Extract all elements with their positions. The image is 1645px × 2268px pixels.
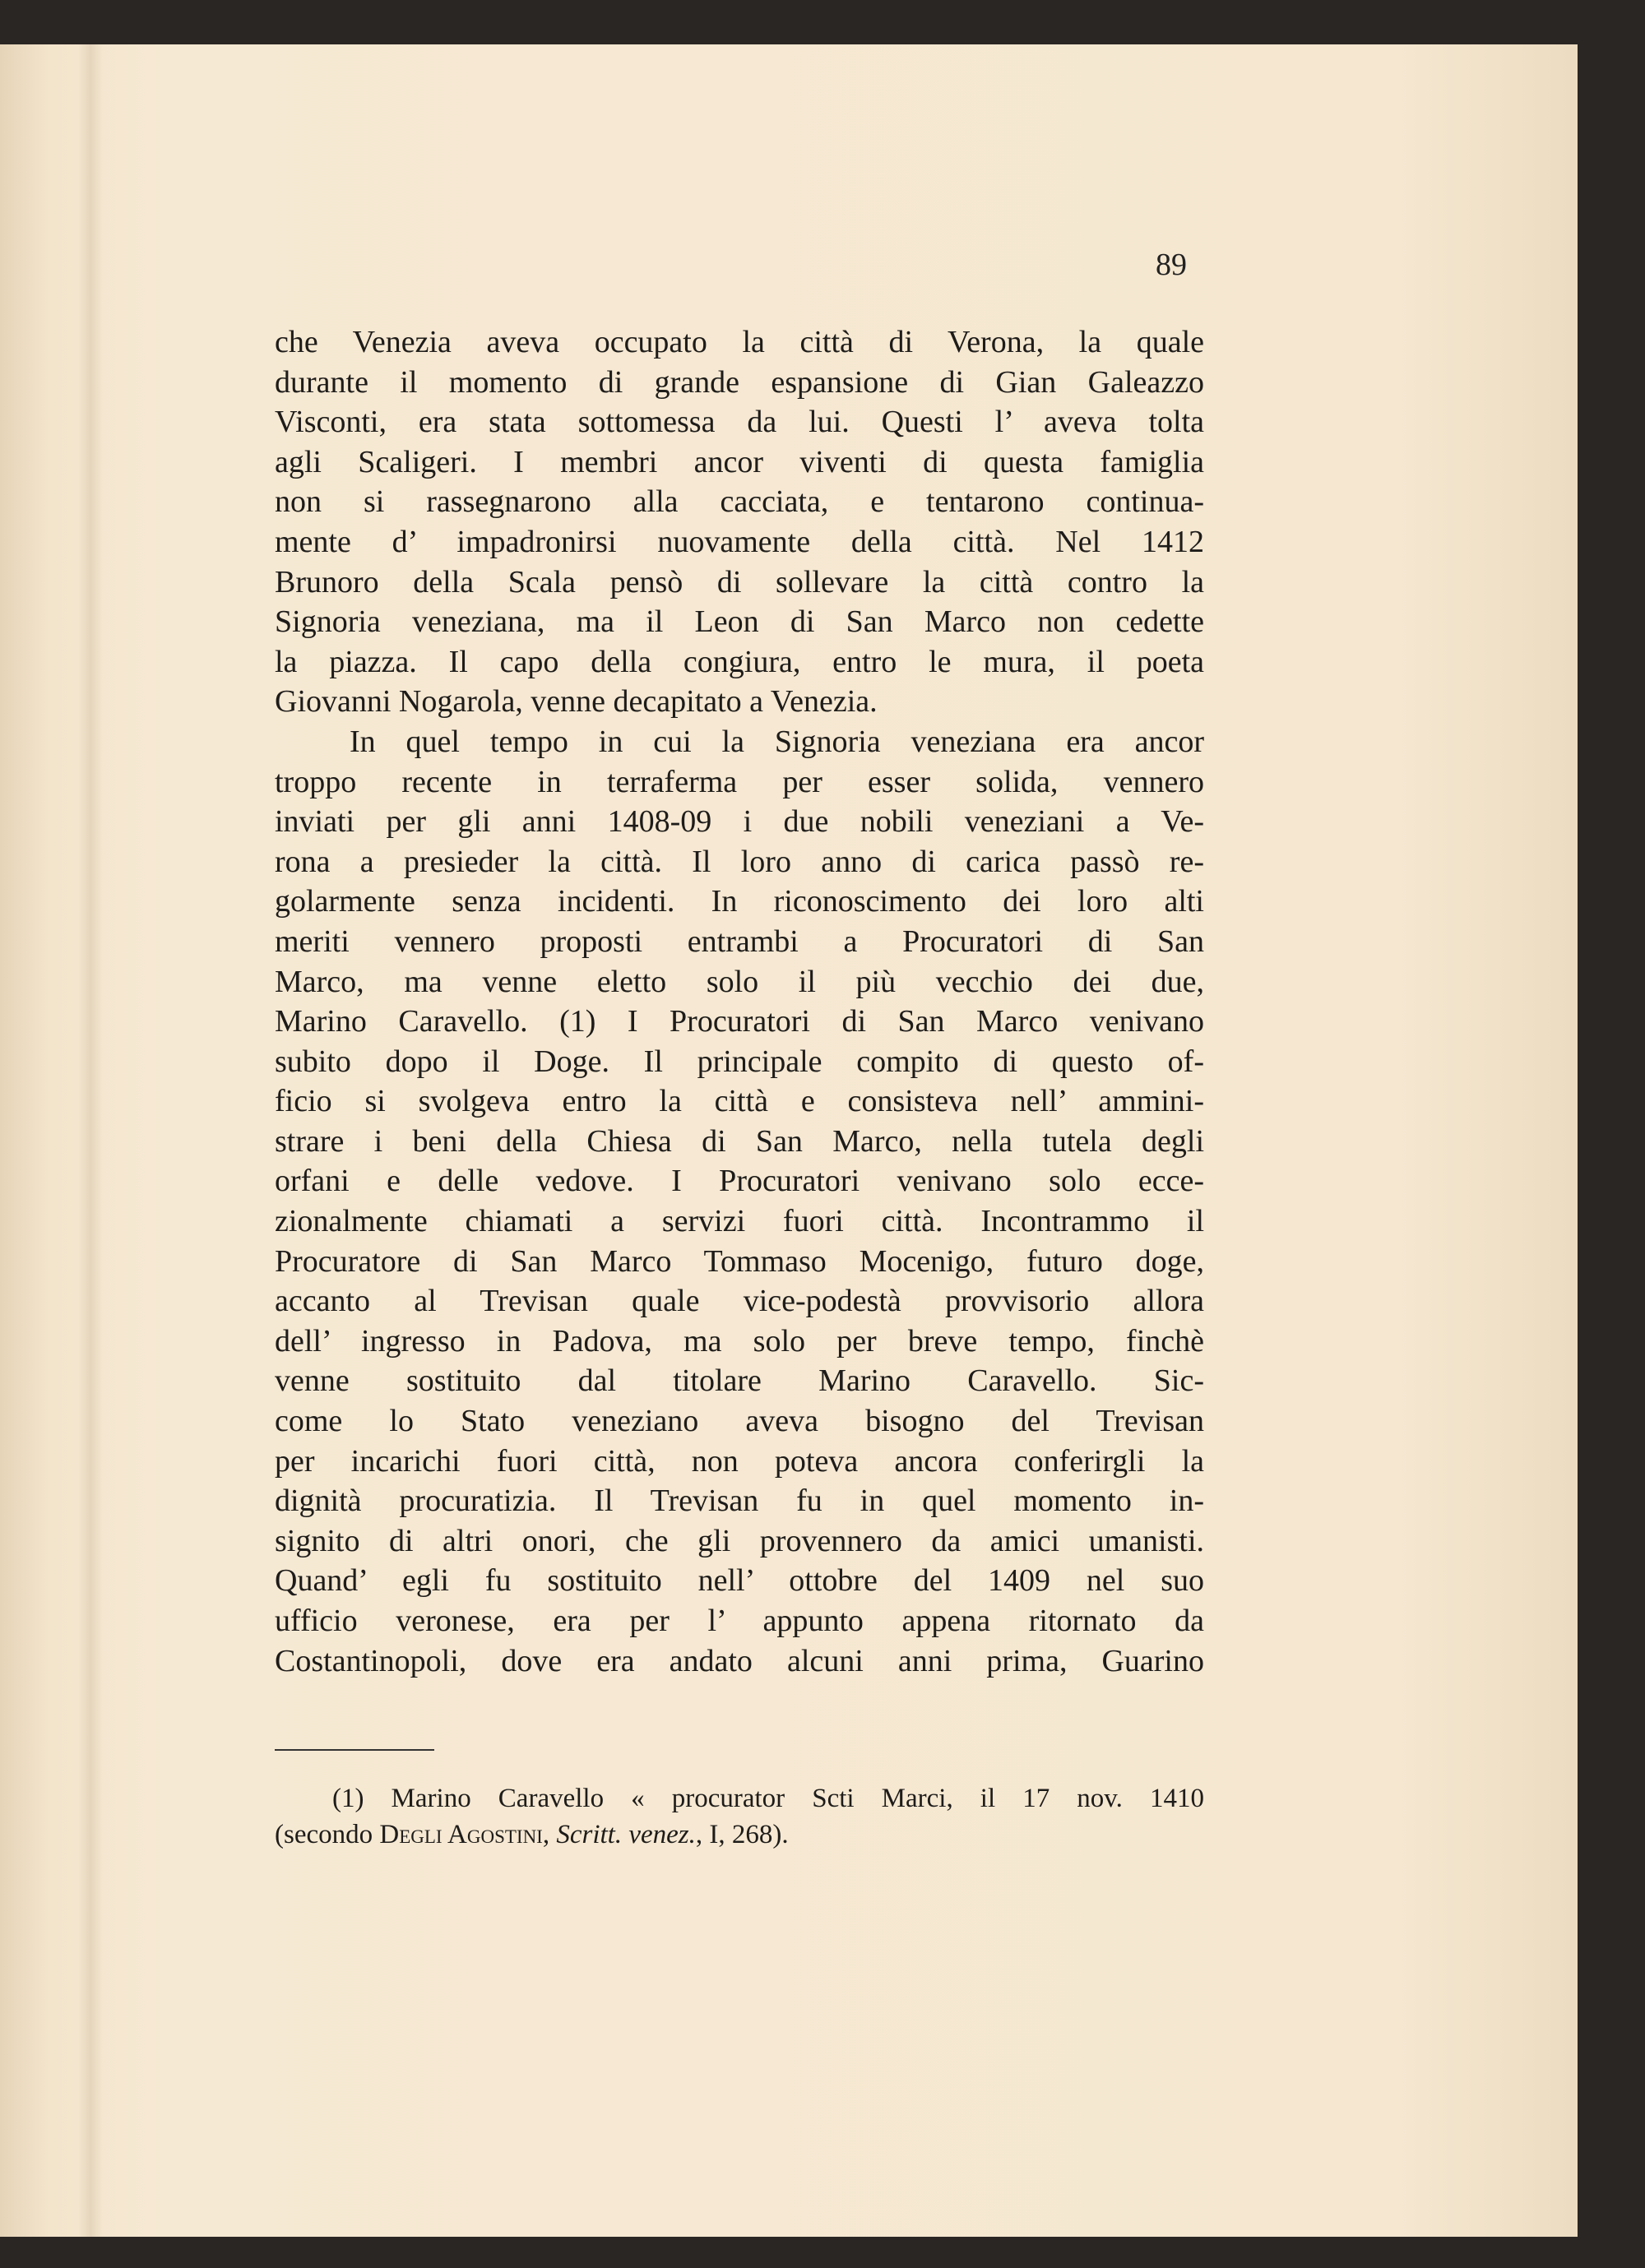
footnote-1-line-1: (1) Marino Caravello « procurator Scti Marci, il 17 nov. 1410 <box>332 1784 1204 1813</box>
text-line: meriti vennero proposti entrambi a Procuratori di San <box>275 923 1204 959</box>
footnote-title: Scritt. venez. <box>556 1820 696 1849</box>
text-line: troppo recente in terraferma per esser solida, vennero <box>275 764 1204 799</box>
text-line: durante il momento di grande espansione di Gian Galeazzo <box>275 364 1204 400</box>
text-line: dignità procuratizia. Il Trevisan fu in quel momento in- <box>275 1483 1204 1519</box>
text-line: come lo Stato veneziano aveva bisogno del Trevisan <box>275 1404 1204 1439</box>
text-line: rona a presieder la città. Il loro anno di carica passò re- <box>275 844 1204 879</box>
page-fold-shadow <box>78 44 103 2237</box>
text-line: ufficio veronese, era per l’ appunto appena ritornato da <box>275 1604 1204 1638</box>
text-line: strare i beni della Chiesa di San Marco, nella tutela degli <box>275 1123 1204 1159</box>
text-line: signito di altri onori, che gli provennero da amici umanisti. <box>275 1523 1204 1558</box>
text-line: mente d’ impadronirsi nuovamente della città. Nel 1412 <box>275 524 1204 559</box>
footnote-1-line-2 <box>275 1817 1204 1853</box>
text-line: subito dopo il Doge. Il principale compito di questo of- <box>275 1044 1204 1079</box>
footnote-author: Degli Agostini <box>379 1820 543 1849</box>
footnote-text: , <box>542 1820 557 1849</box>
body-text <box>275 322 1204 1681</box>
text-line: golarmente senza incidenti. In riconoscimento dei loro alti <box>275 884 1204 919</box>
text-line: non si rassegnarono alla cacciata, e tentarono continua- <box>275 484 1204 520</box>
text-line: In quel tempo in cui la Signoria veneziana era ancor <box>350 724 1204 759</box>
text-line: per incarichi fuori città, non poteva ancora conferirgli la <box>275 1443 1204 1479</box>
text-line: Marco, ma venne eletto solo il più vecchio dei due, <box>275 964 1204 999</box>
text-line: ficio si svolgeva entro la città e consisteva nell’ ammini- <box>275 1084 1204 1119</box>
text-line: Signoria veneziana, ma il Leon di San Marco non cedette <box>275 604 1204 640</box>
text-line: orfani e delle vedove. I Procuratori venivano solo ecce- <box>275 1164 1204 1199</box>
text-line: la piazza. Il capo della congiura, entro le mura, il poeta <box>275 644 1204 679</box>
footnote-rule <box>275 1749 434 1751</box>
text-line: che Venezia aveva occupato la città di Verona, la quale <box>275 325 1204 359</box>
footnote-text: (secondo <box>275 1820 380 1849</box>
text-line: Brunoro della Scala pensò di sollevare la città contro la <box>275 564 1204 599</box>
page-number: 89 <box>1156 248 1187 282</box>
text-line: Giovanni Nogarola, venne decapitato a Venezia. <box>275 684 878 720</box>
footnote-text: , I, 268). <box>695 1820 789 1849</box>
text-line: inviati per gli anni 1408-09 i due nobili veneziani a Ve- <box>275 804 1204 840</box>
text-line: dell’ ingresso in Padova, ma solo per breve tempo, finchè <box>275 1323 1204 1358</box>
text-line: venne sostituito dal titolare Marino Caravello. Sic- <box>275 1363 1204 1399</box>
text-line: zionalmente chiamati a servizi fuori città. Incontrammo il <box>275 1204 1204 1239</box>
text-line: agli Scaligeri. I membri ancor viventi di questa famiglia <box>275 444 1204 479</box>
text-line: accanto al Trevisan quale vice-podestà provvisorio allora <box>275 1284 1204 1319</box>
footnotes <box>275 1780 1204 1853</box>
text-line: Procuratore di San Marco Tommaso Mocenigo, futuro doge, <box>275 1243 1204 1279</box>
text-line: Marino Caravello. (1) I Procuratori di San Marco venivano <box>275 1004 1204 1039</box>
text-line: Visconti, era stata sottomessa da lui. Questi l’ aveva tolta <box>275 405 1204 440</box>
text-line: Costantinopoli, dove era andato alcuni anni prima, Guarino <box>275 1643 1204 1678</box>
text-line: Quand’ egli fu sostituito nell’ ottobre del 1409 nel suo <box>275 1563 1204 1599</box>
